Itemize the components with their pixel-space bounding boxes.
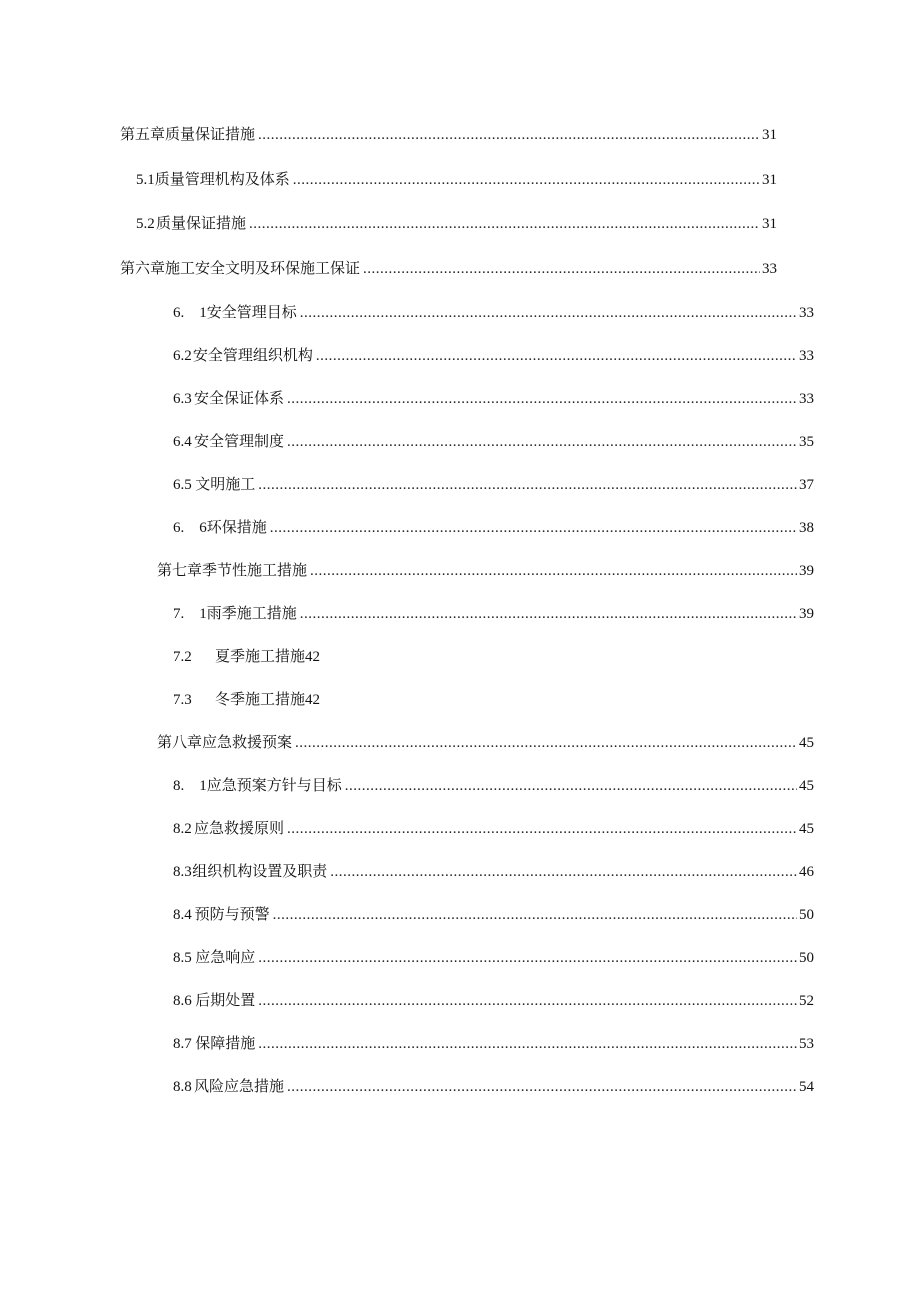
toc-entry-number: 7.3 <box>173 692 192 708</box>
toc-entry-page: 38 <box>799 520 814 536</box>
toc-entry-6-1[interactable] <box>173 300 814 324</box>
toc-entry-title: 第六章施工安全文明及环保施工保证 <box>120 259 361 277</box>
toc-entry-page: 33 <box>799 348 814 364</box>
toc-entry-page: 35 <box>799 434 814 450</box>
toc-entry-number: 6.5 <box>173 477 192 493</box>
toc-entry-7-1[interactable] <box>173 601 814 625</box>
toc-entry-title: 应急预案方针与目标 <box>206 776 342 794</box>
toc-entry-page: 33 <box>762 261 777 277</box>
toc-entry-page: 33 <box>799 305 814 321</box>
toc-entry-page: 31 <box>762 127 777 143</box>
toc-entry-8-8[interactable] <box>173 1074 814 1098</box>
toc-entry-page: 42 <box>305 649 321 665</box>
toc-dot-leader <box>270 516 797 540</box>
toc-dot-leader <box>293 168 760 192</box>
toc-entry-7-3[interactable] <box>173 687 814 711</box>
toc-entry-title: 预防与预警 <box>194 905 270 923</box>
toc-entry-page: 39 <box>799 563 814 579</box>
toc-entry-title: 应急响应 <box>195 948 256 966</box>
toc-entry-number: 8.5 <box>173 950 192 966</box>
toc-entry-chapter-5[interactable] <box>120 122 777 146</box>
toc-entry-title: 质量保证措施 <box>156 214 247 232</box>
toc-entry-page: 31 <box>762 172 777 188</box>
toc-dot-leader <box>249 212 760 236</box>
toc-entry-page: 37 <box>799 477 814 493</box>
toc-dot-leader <box>300 301 797 325</box>
toc-entry-title: 第七章季节性施工措施 <box>157 561 308 579</box>
toc-entry-8-1[interactable] <box>173 773 814 797</box>
toc-entry-title: 后期处置 <box>195 991 256 1009</box>
toc-dot-leader <box>316 344 797 368</box>
toc-entry-page: 31 <box>762 216 777 232</box>
toc-dot-leader <box>363 257 760 281</box>
toc-dot-leader <box>258 473 797 497</box>
toc-entry-number: 6.4 <box>173 434 192 450</box>
toc-dot-leader <box>258 989 797 1013</box>
toc-entry-number: 8.7 <box>173 1036 192 1052</box>
toc-entry-page: 45 <box>799 735 814 751</box>
toc-dot-leader <box>273 903 797 927</box>
toc-entry-6-3[interactable] <box>173 386 814 410</box>
toc-dot-leader <box>287 817 797 841</box>
toc-entry-number: 5.1 <box>136 172 155 188</box>
toc-entry-title: 安全管理目标 <box>206 303 297 321</box>
toc-entry-number: 6. 6 <box>173 520 207 536</box>
toc-entry-title: 冬季施工措施 <box>215 690 306 708</box>
toc-entry-8-6[interactable] <box>173 988 814 1012</box>
toc-entry-title: 环保措施 <box>206 518 267 536</box>
toc-dot-leader <box>300 602 797 626</box>
toc-entry-8-7[interactable] <box>173 1031 814 1055</box>
toc-entry-number: 8.8 <box>173 1079 192 1095</box>
toc-entry-8-3[interactable] <box>173 859 814 883</box>
toc-entry-number: 8.2 <box>173 821 192 837</box>
toc-entry-5-2[interactable] <box>136 211 777 235</box>
toc-entry-page: 45 <box>799 778 814 794</box>
toc-entry-page: 53 <box>799 1036 814 1052</box>
toc-entry-number: 8.3 <box>173 864 192 880</box>
toc-dot-leader <box>287 387 797 411</box>
toc-entry-6-6[interactable] <box>173 515 814 539</box>
toc-entry-title: 安全保证体系 <box>194 389 285 407</box>
toc-entry-number: 8.6 <box>173 993 192 1009</box>
toc-entry-title: 组织机构设置及职责 <box>192 862 328 880</box>
toc-dot-leader <box>330 860 797 884</box>
toc-entry-number: 6. 1 <box>173 305 207 321</box>
toc-dot-leader <box>287 1075 797 1099</box>
toc-dot-leader <box>310 559 797 583</box>
toc-entry-6-5[interactable] <box>173 472 814 496</box>
toc-entry-6-2[interactable] <box>173 343 814 367</box>
toc-entry-page: 39 <box>799 606 814 622</box>
toc-entry-page: 54 <box>799 1079 814 1095</box>
toc-entry-page: 33 <box>799 391 814 407</box>
toc-entry-title: 雨季施工措施 <box>206 604 297 622</box>
toc-dot-leader <box>287 430 797 454</box>
toc-entry-number: 7.2 <box>173 649 192 665</box>
toc-dot-leader <box>258 123 760 147</box>
toc-entry-8-5[interactable] <box>173 945 814 969</box>
toc-entry-page: 45 <box>799 821 814 837</box>
toc-entry-title: 夏季施工措施 <box>215 647 306 665</box>
toc-dot-leader <box>258 946 797 970</box>
toc-entry-5-1[interactable] <box>136 167 777 191</box>
toc-dot-leader <box>345 774 797 798</box>
toc-entry-page: 42 <box>305 692 321 708</box>
toc-entry-number: 6.3 <box>173 391 192 407</box>
toc-entry-page: 50 <box>799 907 814 923</box>
toc-entry-7-2[interactable] <box>173 644 814 668</box>
toc-entry-chapter-8[interactable] <box>157 730 814 754</box>
toc-entry-title: 安全管理组织机构 <box>192 346 313 364</box>
toc-entry-number: 6.2 <box>173 348 192 364</box>
toc-entry-page: 46 <box>799 864 814 880</box>
toc-entry-title: 保障措施 <box>195 1034 256 1052</box>
toc-entry-page: 52 <box>799 993 814 1009</box>
toc-entry-8-2[interactable] <box>173 816 814 840</box>
toc-entry-number: 8. 1 <box>173 778 207 794</box>
toc-entry-8-4[interactable] <box>173 902 814 926</box>
toc-entry-title: 第八章应急救援预案 <box>157 733 293 751</box>
toc-dot-leader <box>258 1032 797 1056</box>
toc-entry-title: 安全管理制度 <box>194 432 285 450</box>
toc-entry-title: 风险应急措施 <box>194 1077 285 1095</box>
toc-entry-title: 第五章质量保证措施 <box>120 125 256 143</box>
toc-entry-title: 质量管理机构及体系 <box>154 170 290 188</box>
toc-entry-number: 7. 1 <box>173 606 207 622</box>
toc-entry-chapter-7[interactable] <box>157 558 814 582</box>
toc-entry-page: 50 <box>799 950 814 966</box>
toc-entry-number: 5.2 <box>136 216 155 232</box>
toc-dot-leader <box>295 731 797 755</box>
toc-entry-title: 应急救援原则 <box>194 819 285 837</box>
toc-entry-chapter-6[interactable] <box>120 256 777 280</box>
toc-entry-title: 文明施工 <box>195 475 256 493</box>
toc-entry-number: 8.4 <box>173 907 192 923</box>
toc-entry-6-4[interactable] <box>173 429 814 453</box>
